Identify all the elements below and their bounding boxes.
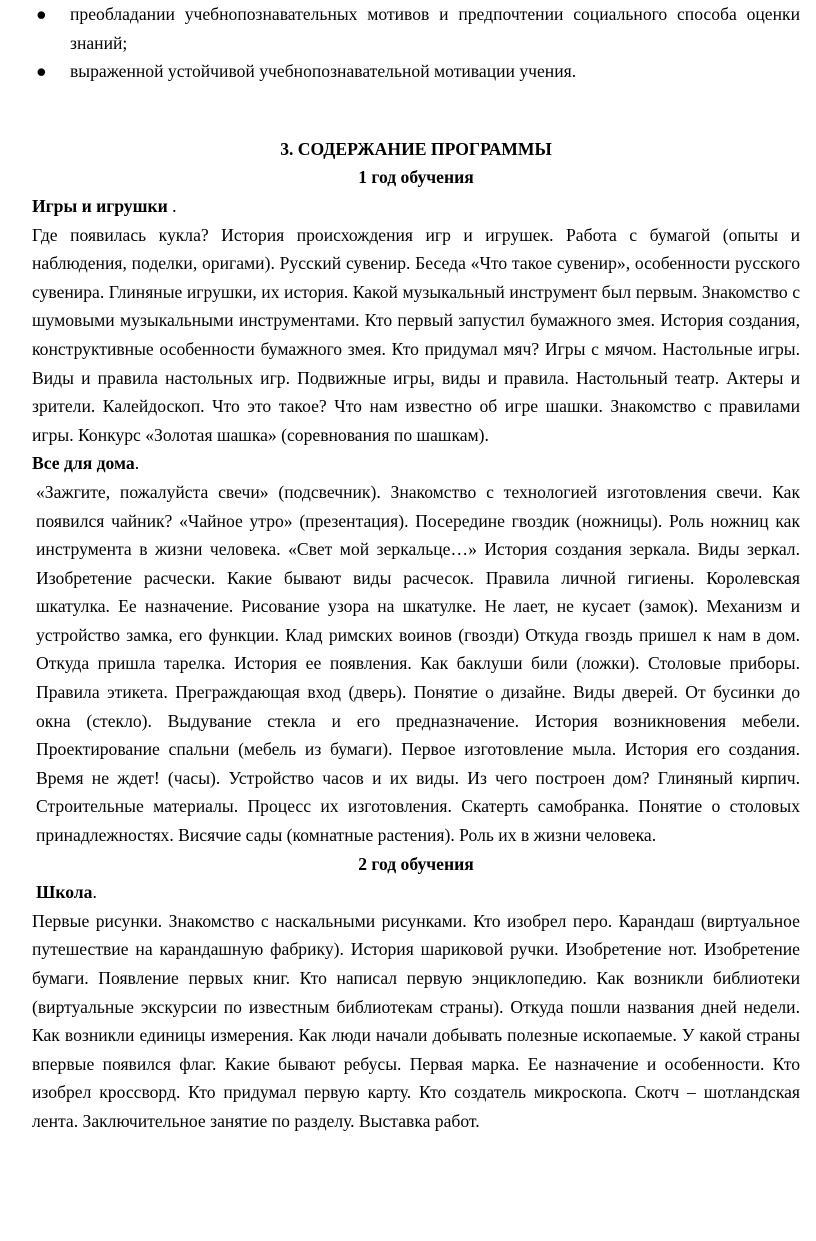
topic-heading: Все для дома — [32, 453, 135, 474]
bullet-text: преобладании учебнопознавательных мотивов и предпочтении социального способа оценки знаний; — [70, 4, 800, 53]
topic-paragraph: Первые рисунки. Знакомство с наскальными рисунками. Кто изобрел перо. Карандаш (виртуальное путешествие на карандашную фабрику). История шариковой ручки. Изобретение нот. Изобретение бумаги. Появление первых книг. Кто написал первую энциклопедию. Как возникли библиотеки (виртуальные экскурсии по известным библиотекам страны). Откуда пошли названия дней недели. Как возникли единицы измерения. Как люди начали добывать полезные ископаемые. У какой страны впервые появился флаг. Какие бывают ребусы. Первая марка. Ее назначение и особенности. Кто изобрел кроссворд. Кто придумал первую карту. Кто создатель микроскопа. Скотч – шотландская лента. Заключительное занятие по разделу. Выставка работ. — [32, 910, 800, 1131]
topic-paragraph: Где появилась кукла? История происхождения игр и игрушек. Работа с бумагой (опыты и наблюдения, поделки, оригами). Русский сувенир. Беседа «Что такое сувенир», особенности русского сувенира. Глиняные игрушки, их история. Какой музыкальный инструмент был первым. Знакомство с шумовыми музыкальными инструментами. Кто первый запустил бумажного змея. История создания, конструктивные особенности бумажного змея. Кто придумал мяч? Игры с мячом. Настольные игры. Виды и правила настольных игр. Подвижные игры, виды и правила. Настольный театр. Актеры и зрители. Калейдоскоп. Что это такое? Что нам известно об игре шашки. Знакомство с правилами игры. Конкурс «Золотая шашка» (соревнования по шашкам). — [32, 224, 800, 445]
year2-title: 2 год обучения — [358, 853, 474, 874]
bullet-item — [32, 57, 800, 86]
topic-heading: Игры и игрушки — [32, 195, 168, 216]
bullet-icon: ● — [36, 61, 47, 82]
year1-title: 1 год обучения — [358, 167, 474, 188]
bullet-list — [32, 0, 800, 86]
topic-heading-suffix: . — [167, 195, 177, 216]
topic-heading: Школа — [36, 882, 93, 903]
section-title: 3. СОДЕРЖАНИЕ ПРОГРАММЫ — [280, 138, 552, 159]
bullet-text: выраженной устойчивой учебнопознавательной мотивации учения. — [70, 61, 577, 82]
topic-heading-line — [32, 449, 800, 478]
topic-heading-line — [32, 878, 800, 907]
topic-heading-line — [32, 192, 800, 221]
spacer — [32, 86, 800, 135]
topic-heading-suffix: . — [134, 453, 140, 474]
bullet-icon: ● — [36, 4, 47, 24]
topic-heading-suffix: . — [92, 882, 97, 903]
bullet-item — [32, 0, 800, 57]
topic-paragraph: «Зажгите, пожалуйста свечи» (подсвечник). Знакомство с технологией изготовления свечи. Как появился чайник? «Чайное утро» (презентация). Посередине гвоздик (ножницы). Роль ножниц как инструмента в жизни человека. «Свет мой зеркальце…» История создания зеркала. Виды зеркал. Изобретение расчески. Какие бывают виды расчесок. Правила личной гигиены. Королевская шкатулка. Ее назначение. Рисование узора на шкатулке. Не лает, не кусает (замок). Механизм и устройство замка, его функции. Клад римских воинов (гвозди) Откуда гвоздь пришел к нам в дом. Откуда пришла тарелка. История ее появления. Как баклуши били (ложки). Столовые приборы. Правила этикета. Преграждающая вход (дверь). Понятие о дизайне. Виды дверей. От бусинки до окна (стекло). Выдувание стекла и его предназначение. История возникновения мебели. Проектирование спальни (мебель из бумаги). Первое изготовление мыла. История его создания. Время не ждет! (часы). Устройство часов и их виды. Из чего построен дом? Глиняный кирпич. Строительные материалы. Процесс их изготовления. Скатерть самобранка. Понятие о столовых принадлежностях. Висячие сады (комнатные растения). Роль их в жизни человека. — [36, 481, 800, 846]
